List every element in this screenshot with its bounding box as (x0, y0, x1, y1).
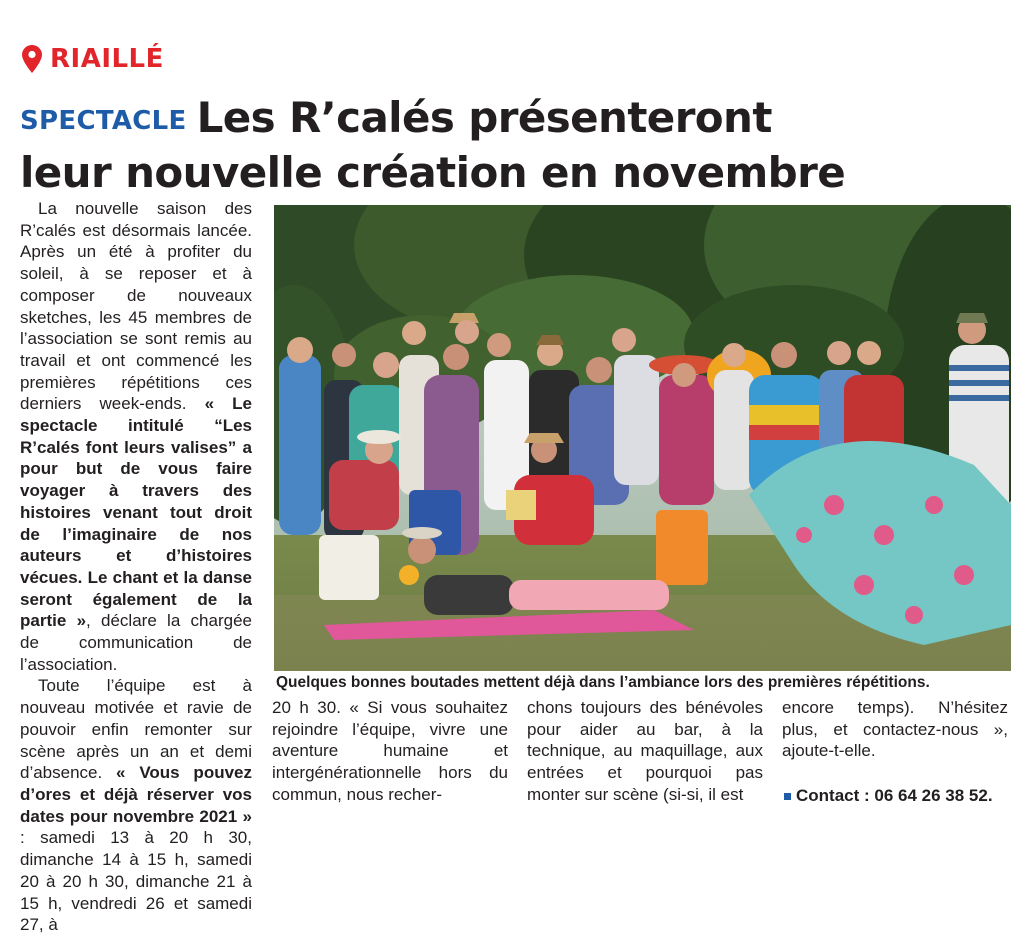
bullet-square-icon (784, 793, 791, 800)
body-text: , déclare la chargée de communication de l’association. (20, 611, 252, 674)
article-paragraph: encore temps). N’hésitez plus, et contactez-nous », ajoute-t-elle. (782, 698, 1008, 761)
article-column-3 (527, 697, 763, 806)
article-column-4 (782, 697, 1008, 762)
location-name: RIAILLÉ (50, 44, 164, 74)
article-column-1 (20, 198, 252, 936)
article-paragraph: 20 h 30. « Si vous souhaitez rejoindre l’équipe, vivre une aventure humaine et intergénérationnelle hors du commun, nous recher- (272, 698, 508, 804)
body-text: Toute l’équipe est à nouveau motivée et ravie de pouvoir enfin remonter sur scène après un an et demi d’absence. (20, 676, 252, 783)
group-photo (274, 205, 1011, 671)
body-text: La nouvelle saison des R’calés est désormais lancée. Après un été à profiter du soleil, à se reposer et à composer de nouveaux sketches, les 45 membres de l’association se sont remis au travail et ont commencé les premières répétitions ces derniers week-ends. (20, 199, 252, 414)
map-pin-icon (22, 45, 42, 73)
photo-caption: Quelques bonnes boutades mettent déjà dans l’ambiance lors des premières répétitions. (276, 674, 930, 691)
article-paragraph: chons toujours des bénévoles pour aider au bar, à la technique, au maquillage, aux entrées et pourquoi pas monter sur scène (si-si, il est (527, 698, 763, 804)
headline (20, 92, 1010, 199)
article-paragraph (20, 675, 252, 935)
contact-text: Contact : 06 64 26 38 52. (796, 786, 993, 805)
headline-line-2: leur nouvelle création en novembre (20, 148, 846, 197)
contact-line (784, 786, 993, 806)
location-header (22, 42, 164, 76)
headline-line-1: Les R’calés présenteront (196, 93, 772, 142)
section-kicker: SPECTACLE (20, 106, 187, 136)
body-text: : samedi 13 à 20 h 30, dimanche 14 à 15 h, samedi 20 à 20 h 30, dimanche 21 à 15 h, vendredi 26 et samedi 27, à (20, 828, 252, 935)
article-column-2 (272, 697, 508, 806)
quote-text: « Vous pouvez d’ores et déjà réserver vos dates pour novembre 2021 » (20, 763, 252, 826)
quote-text: « Le spectacle intitulé “Les R’calés font leurs valises” a pour but de vous faire voyager à travers des histoires venant tout droit de l’imaginaire de nos auteurs et d’histoires vécues. Le chant et la danse seront également de la partie » (20, 394, 252, 631)
article-paragraph (20, 198, 252, 675)
